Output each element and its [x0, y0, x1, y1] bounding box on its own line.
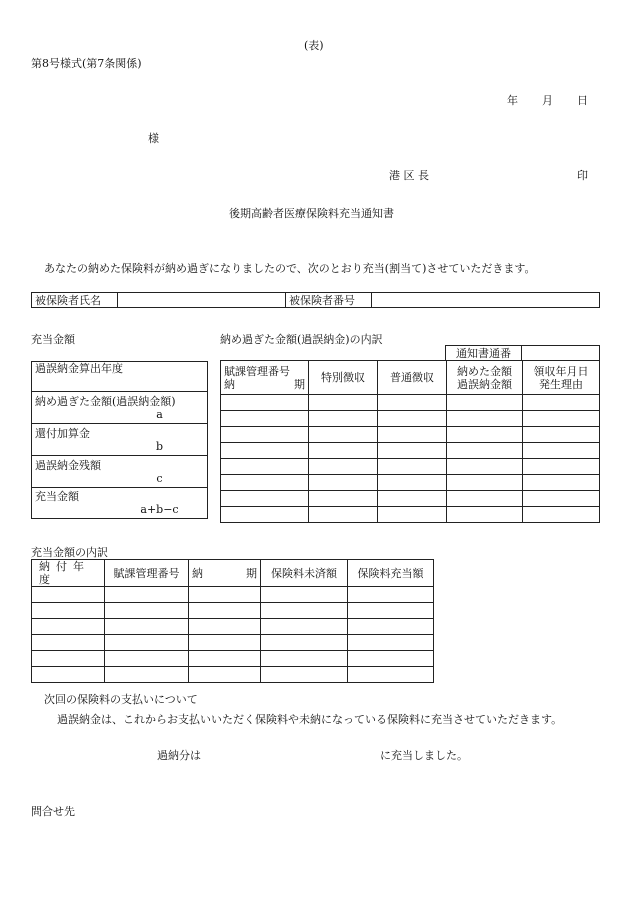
nouki-header-2-b: 期: [246, 566, 257, 580]
fuka-number-header: [224, 365, 305, 378]
juto-detail-heading: 充当金額の内訳: [31, 546, 108, 559]
cell[interactable]: [523, 459, 600, 475]
table-row: [221, 411, 600, 427]
cell[interactable]: [189, 603, 261, 619]
applied-label: に充当しました。: [380, 749, 468, 762]
notice-number-label: 通知書通番: [446, 346, 522, 361]
juto-row-total-label: 充当金額: [35, 490, 79, 503]
cell[interactable]: [523, 475, 600, 491]
cell[interactable]: [309, 411, 378, 427]
cell[interactable]: [189, 651, 261, 667]
paid-amount-header-top: 納めた金額: [457, 364, 512, 378]
notice-number-table: [445, 345, 600, 361]
table-row: [221, 507, 600, 523]
cell[interactable]: [348, 619, 434, 635]
cell[interactable]: [309, 507, 378, 523]
cell[interactable]: [447, 475, 523, 491]
nofu-nendo-header-text: 納付年度: [39, 560, 90, 586]
cell[interactable]: [348, 667, 434, 683]
table-row: [32, 619, 434, 635]
date-month-label: 月: [542, 94, 553, 107]
insured-number-label: 被保険者番号: [286, 293, 372, 308]
cell[interactable]: [32, 587, 105, 603]
next-payment-heading: 次回の保険料の支払いについて: [44, 693, 198, 706]
nouki-header-2: [189, 560, 261, 587]
juto-row-total-sub: a+b−c: [140, 503, 179, 516]
juto-amount-table: [31, 361, 208, 519]
cell[interactable]: [221, 491, 309, 507]
cell[interactable]: [523, 507, 600, 523]
breakdown-heading: 納め過ぎた金額(過誤納金)の内訳: [220, 333, 383, 346]
cell[interactable]: [105, 619, 189, 635]
juto-row-remaining-label: 過誤納金残額: [35, 458, 101, 472]
date-day-label: 日: [577, 94, 588, 107]
cell[interactable]: [261, 603, 348, 619]
unpaid-premium-header: 保険料未済額: [261, 560, 348, 587]
table-row: [32, 651, 434, 667]
fuka-number-header-text: 賦課管理番号: [224, 364, 290, 378]
cell[interactable]: [221, 507, 309, 523]
nouki-header-b: 期: [294, 377, 305, 391]
table-row: [32, 603, 434, 619]
cell[interactable]: [447, 507, 523, 523]
cell[interactable]: [348, 587, 434, 603]
cell[interactable]: [189, 619, 261, 635]
cell[interactable]: [221, 443, 309, 459]
juto-row-refund-add: [32, 424, 208, 456]
cell[interactable]: [32, 651, 105, 667]
cell[interactable]: [309, 491, 378, 507]
cell[interactable]: [221, 427, 309, 443]
cell[interactable]: [261, 635, 348, 651]
breakdown-header-fuka: [221, 361, 309, 395]
cell[interactable]: [309, 459, 378, 475]
fuka-number-header-2: 賦課管理番号: [105, 560, 189, 587]
cell[interactable]: [447, 459, 523, 475]
cell[interactable]: [447, 427, 523, 443]
cell[interactable]: [378, 443, 447, 459]
applied-premium-header: 保険料充当額: [348, 560, 434, 587]
juto-row-year: [32, 362, 208, 392]
cell[interactable]: [447, 411, 523, 427]
nouki-header-a: 納: [224, 377, 235, 391]
overpaid-label: 過納分は: [157, 749, 201, 762]
cell[interactable]: [378, 507, 447, 523]
date-year-label: 年: [507, 94, 518, 107]
cell[interactable]: [378, 475, 447, 491]
cell[interactable]: [523, 395, 600, 411]
cell[interactable]: [523, 411, 600, 427]
cell[interactable]: [261, 619, 348, 635]
insured-name-field[interactable]: [118, 293, 286, 308]
seal-mark: 印: [577, 169, 588, 182]
next-payment-body: 過誤納金は、これからお支払いいただく保険料や未納になっている保険料に充当させていただきます。: [57, 713, 563, 726]
cell[interactable]: [105, 635, 189, 651]
cell[interactable]: [221, 411, 309, 427]
paid-amount-header: [447, 361, 523, 395]
receipt-date-header: [523, 361, 600, 395]
cell[interactable]: [261, 587, 348, 603]
receipt-date-header-bottom: 発生理由: [539, 377, 583, 391]
document-title: 後期高齢者医療保険料充当通知書: [229, 207, 394, 220]
juto-row-refund-add-label: 還付加算金: [35, 426, 90, 440]
juto-row-overpaid-label: 納め過ぎた金額(過誤納金額): [35, 394, 176, 408]
juto-detail-table: [31, 559, 434, 683]
table-row: [221, 395, 600, 411]
juto-row-remaining: [32, 456, 208, 488]
table-row: [221, 427, 600, 443]
insured-table: [31, 292, 600, 308]
table-row: [221, 443, 600, 459]
intro-text: あなたの納めた保険料が納め過ぎになりましたので、次のとおり充当(割当て)させていただきます。: [44, 262, 536, 275]
cell[interactable]: [523, 427, 600, 443]
cell[interactable]: [348, 635, 434, 651]
nofu-nendo-header: [32, 560, 105, 587]
cell[interactable]: [523, 443, 600, 459]
notice-number-field[interactable]: [522, 346, 600, 361]
table-row: [221, 475, 600, 491]
table-row: [221, 491, 600, 507]
table-row: [221, 459, 600, 475]
table-row: [32, 635, 434, 651]
juto-row-overpaid: [32, 392, 208, 424]
breakdown-table: [220, 360, 600, 523]
cell[interactable]: [378, 411, 447, 427]
cell[interactable]: [32, 603, 105, 619]
receipt-date-header-top: 領収年月日: [533, 364, 589, 378]
cell[interactable]: [447, 443, 523, 459]
cell[interactable]: [309, 427, 378, 443]
cell[interactable]: [221, 475, 309, 491]
insured-name-label: 被保険者氏名: [32, 293, 118, 308]
cell[interactable]: [221, 395, 309, 411]
form-number: 第8号様式(第7条関係): [31, 57, 142, 70]
cell[interactable]: [105, 667, 189, 683]
cell[interactable]: [32, 667, 105, 683]
cell[interactable]: [523, 491, 600, 507]
cell[interactable]: [105, 603, 189, 619]
nouki-header: [224, 378, 305, 391]
omote-label: (表): [304, 39, 324, 52]
juto-row-total: [32, 488, 208, 519]
juto-row-year-label: 過誤納金算出年度: [35, 362, 123, 375]
cell[interactable]: [309, 443, 378, 459]
cell[interactable]: [309, 395, 378, 411]
cell[interactable]: [105, 587, 189, 603]
cell[interactable]: [378, 459, 447, 475]
cell[interactable]: [447, 491, 523, 507]
juto-row-refund-add-sub: b: [155, 439, 164, 453]
contact-label: 問合せ先: [31, 805, 75, 818]
cell[interactable]: [378, 491, 447, 507]
paid-amount-header-bottom: 過誤納金額: [457, 377, 512, 391]
cell[interactable]: [189, 635, 261, 651]
table-row: [32, 667, 434, 683]
juto-row-overpaid-sub: a: [156, 407, 163, 421]
cell[interactable]: [378, 395, 447, 411]
cell[interactable]: [261, 651, 348, 667]
nouki-header-2-a: 納: [192, 566, 203, 580]
cell[interactable]: [32, 619, 105, 635]
cell[interactable]: [221, 459, 309, 475]
juto-row-remaining-sub: c: [156, 471, 163, 485]
cell[interactable]: [348, 603, 434, 619]
cell[interactable]: [348, 651, 434, 667]
table-row: [32, 587, 434, 603]
cell[interactable]: [189, 667, 261, 683]
insured-number-field[interactable]: [372, 293, 600, 308]
cell[interactable]: [105, 651, 189, 667]
cell[interactable]: [309, 475, 378, 491]
tokubetsu-header: 特別徴収: [309, 361, 378, 395]
cell[interactable]: [32, 635, 105, 651]
cell[interactable]: [447, 395, 523, 411]
juto-amount-heading: 充当金額: [31, 333, 75, 346]
cell[interactable]: [261, 667, 348, 683]
issuer: 港 区 長: [389, 169, 429, 182]
futsu-header: 普通徴収: [378, 361, 447, 395]
cell[interactable]: [189, 587, 261, 603]
cell[interactable]: [378, 427, 447, 443]
addressee-suffix: 様: [148, 132, 159, 145]
